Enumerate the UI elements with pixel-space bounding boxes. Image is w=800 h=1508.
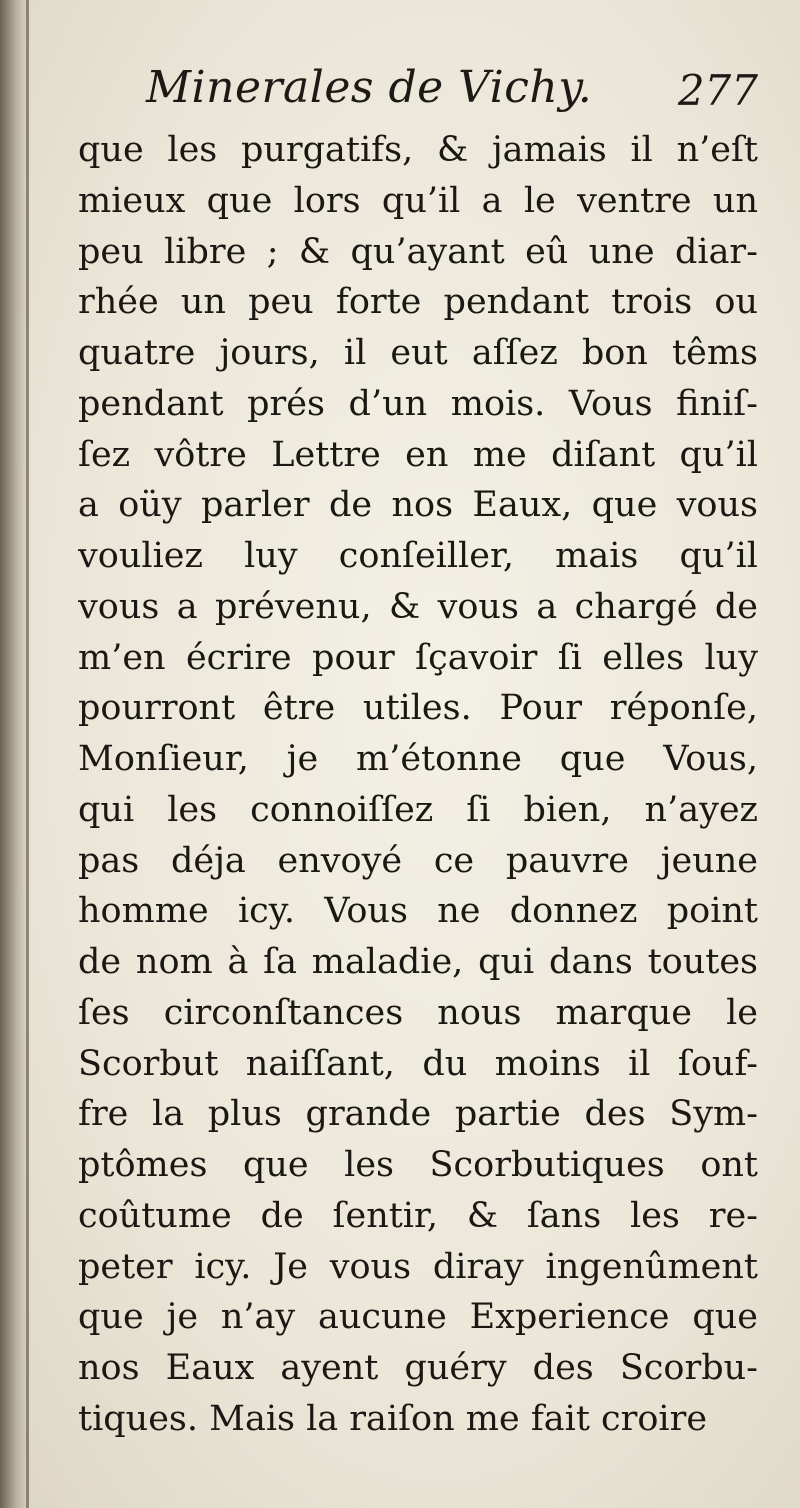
text-line: mieux que lors qu’il a le ventre un	[78, 180, 758, 221]
text-line: pendant prés d’un mois. Vous finiſ-	[78, 383, 758, 424]
text-line: peter icy. Je vous diray ingenûment	[78, 1246, 758, 1287]
body-text	[78, 125, 758, 1445]
text-line: ptômes que les Scorbutiques ont	[78, 1145, 758, 1185]
text-line: peu libre ; & qu’ayant eû une diar-	[78, 231, 758, 272]
text-line: pas déja envoyé ce pauvre jeune	[78, 840, 758, 881]
text-line: Scorbut naiſſant, du moins il ſouf-	[78, 1043, 758, 1084]
text-line: quatre jours, il eut aſſez bon têms	[78, 333, 758, 373]
text-line: a oüy parler de nos Eaux, que vous	[78, 485, 758, 526]
text-line: fre la plus grande partie des Sym-	[78, 1094, 758, 1135]
text-line: homme icy. Vous ne donnez point	[78, 891, 758, 932]
text-line: vouliez luy conſeiller, mais qu’il	[78, 536, 758, 576]
page-number: 277	[677, 66, 758, 115]
page-header	[146, 62, 766, 132]
text-line: qui les connoiſſez ſi bien, n’ayez	[78, 789, 758, 830]
text-line: de nom à ſa maladie, qui dans toutes	[78, 942, 758, 982]
text-line: vous a prévenu, & vous a chargé de	[78, 586, 758, 627]
text-line: ſez vôtre Lettre en me diſant qu’il	[78, 434, 758, 475]
text-line: que je n’ay aucune Experience que	[78, 1297, 758, 1338]
text-line: pourront être utiles. Pour réponſe,	[78, 688, 758, 729]
text-line: Monſieur, je m’étonne que Vous,	[78, 739, 758, 779]
binding-edge-line	[26, 0, 29, 1508]
text-line: coûtume de ſentir, & ſans les re-	[78, 1195, 758, 1236]
text-line: tiques. Mais la raiſon me fait croire	[78, 1398, 708, 1439]
text-line: que les purgatifs, & jamais il n’eſt	[78, 130, 758, 170]
text-line: m’en écrire pour ſçavoir ſi elles luy	[78, 637, 758, 678]
text-line: nos Eaux ayent guéry des Scorbu-	[78, 1348, 758, 1388]
text-line: rhée un peu forte pendant trois ou	[78, 282, 758, 323]
running-title: Minerales de Vichy.	[146, 62, 593, 113]
text-line: ſes circonſtances nous marque le	[78, 992, 758, 1033]
